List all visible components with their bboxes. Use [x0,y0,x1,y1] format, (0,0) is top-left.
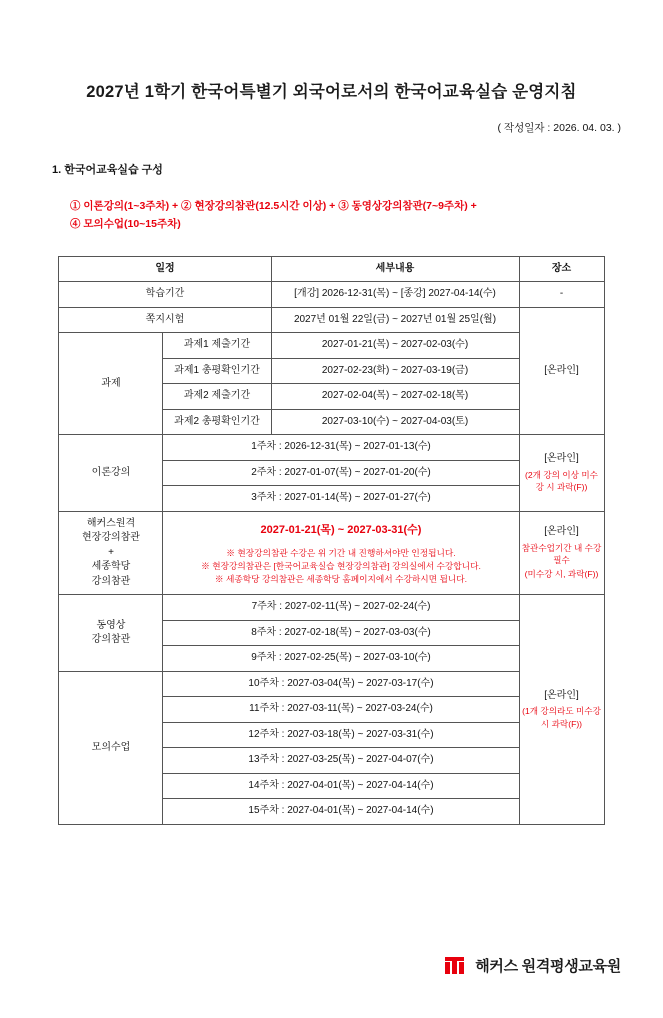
table-row [59,282,604,308]
row-place-theory [519,435,604,512]
row-label-quiz: 쪽지시험 [59,307,271,333]
row-detail-mock-1: 10주차 : 2027-03-04(목) ~ 2027-03-17(수) [163,671,519,697]
row-sub-assignment-4: 과제2 총평확인기간 [163,409,271,435]
row-detail-theory-1: 1주차 : 2026-12-31(목) ~ 2027-01-13(수) [163,435,519,461]
hackers-logo-icon [445,957,469,974]
row-label-video-line-2: 강의참관 [91,634,131,645]
row-detail-mock-6: 15주차 : 2027-04-01(목) ~ 2027-04-14(수) [163,799,519,825]
row-label-field-line-2: 현장강의참관 [82,532,140,544]
row-label-field-observation [59,511,163,595]
row-detail-assignment-2: 2027-02-23(화) ~ 2027-03-19(금) [271,358,519,384]
components-line-1: ① 이론강의(1~3주차) + ② 현장강의참관(12.5시간 이상) + ③ 동영상강의참관(7~9주차) + [70,200,477,212]
row-place-study-period: - [519,282,604,308]
table-row [59,435,604,461]
row-label-field-line-5: 강의참관 [91,575,131,587]
row-detail-video-3: 9주차 : 2027-02-25(목) ~ 2027-03-10(수) [163,646,519,672]
row-label-video-line-1: 동영상 [96,619,126,631]
table-row [59,511,604,595]
document-date: ( 작성일자 : 2026. 04. 03. ) [497,122,621,134]
section-heading: 1. 한국어교육실습 구성 [52,164,163,176]
row-label-theory: 이론강의 [59,435,163,512]
field-observation-note-2: ※ 현장강의참관은 [한국어교육실습 현장강의참관] 강의실에서 수강합니다. [201,560,481,571]
row-label-field-line-4: 세종학당 [91,561,131,573]
column-header-detail: 세부내용 [271,256,519,282]
row-detail-assignment-3: 2027-02-04(목) ~ 2027-02-18(목) [271,384,519,410]
table-row [59,595,604,621]
row-place-field-main: [온라인] [544,526,579,538]
row-detail-assignment-1: 2027-01-21(목) ~ 2027-02-03(수) [271,333,519,359]
footer-logo-text: 해커스 원격평생교육원 [475,958,621,975]
table-row [59,307,604,333]
document-page [0,78,663,1018]
row-detail-mock-2: 11주차 : 2027-03-11(목) ~ 2027-03-24(수) [163,697,519,723]
row-place-mock [519,595,604,825]
field-observation-date: 2027-01-21(목) ~ 2027-03-31(수) [260,523,422,536]
row-sub-assignment-3: 과제2 제출기간 [163,384,271,410]
row-detail-field-observation [163,511,519,595]
page-title: 2027년 1학기 한국어특별기 외국어로서의 한국어교육실습 운영지침 [86,83,577,101]
row-place-field-note2: (미수강 시, 과락(F)) [524,569,599,580]
row-detail-assignment-4: 2027-03-10(수) ~ 2027-04-03(토) [271,409,519,435]
row-place-mock-note: (1개 강의라도 미수강 시 과락(F)) [522,706,601,729]
row-sub-assignment-2: 과제1 총평확인기간 [163,358,271,384]
field-observation-note-3: ※ 세종학당 강의참관은 세종학당 홈페이지에서 수강하시면 됩니다. [214,573,468,584]
table-header-row [59,256,604,282]
row-label-assignment: 과제 [59,333,163,435]
row-detail-mock-5: 14주차 : 2027-04-01(목) ~ 2027-04-14(수) [163,773,519,799]
footer-logo [445,955,621,976]
row-place-field-observation [519,511,604,595]
row-place-assignment: [온라인] [519,307,604,435]
field-observation-note-1: ※ 현장강의참관 수강은 위 기간 내 진행하셔야만 인정됩니다. [226,547,456,558]
row-detail-video-2: 8주차 : 2027-02-18(목) ~ 2027-03-03(수) [163,620,519,646]
row-label-mock: 모의수업 [59,671,163,824]
row-place-theory-main: [온라인] [544,453,579,465]
row-detail-mock-4: 13주차 : 2027-03-25(목) ~ 2027-04-07(수) [163,748,519,774]
row-place-field-note: 참관수업기간 내 수강 필수 [521,542,602,566]
row-place-theory-note: (2개 강의 이상 미수강 시 과락(F)) [525,469,598,493]
row-label-field-line-1: 해커스원격 [86,517,136,529]
components-line-2: ④ 모의수업(10~15주차) [70,218,181,231]
row-detail-theory-3: 3주차 : 2027-01-14(목) ~ 2027-01-27(수) [163,486,519,512]
row-label-study-period: 학습기간 [59,282,271,308]
row-label-video-observation [59,595,163,672]
components-list [70,197,663,234]
row-detail-video-1: 7주차 : 2027-02-11(목) ~ 2027-02-24(수) [163,595,519,621]
column-header-place: 장소 [519,256,604,282]
row-label-field-line-3: + [108,546,114,558]
row-detail-study-period: [개강] 2026-12-31(목) ~ [종강] 2027-04-14(수) [271,282,519,308]
schedule-table [58,256,604,825]
row-place-mock-main: [온라인] [544,689,579,701]
row-detail-theory-2: 2주차 : 2027-01-07(목) ~ 2027-01-20(수) [163,460,519,486]
row-detail-mock-3: 12주차 : 2027-03-18(목) ~ 2027-03-31(수) [163,722,519,748]
row-sub-assignment-1: 과제1 제출기간 [163,333,271,359]
row-detail-quiz: 2027년 01월 22일(금) ~ 2027년 01월 25일(월) [271,307,519,333]
column-header-schedule: 일정 [59,256,271,282]
